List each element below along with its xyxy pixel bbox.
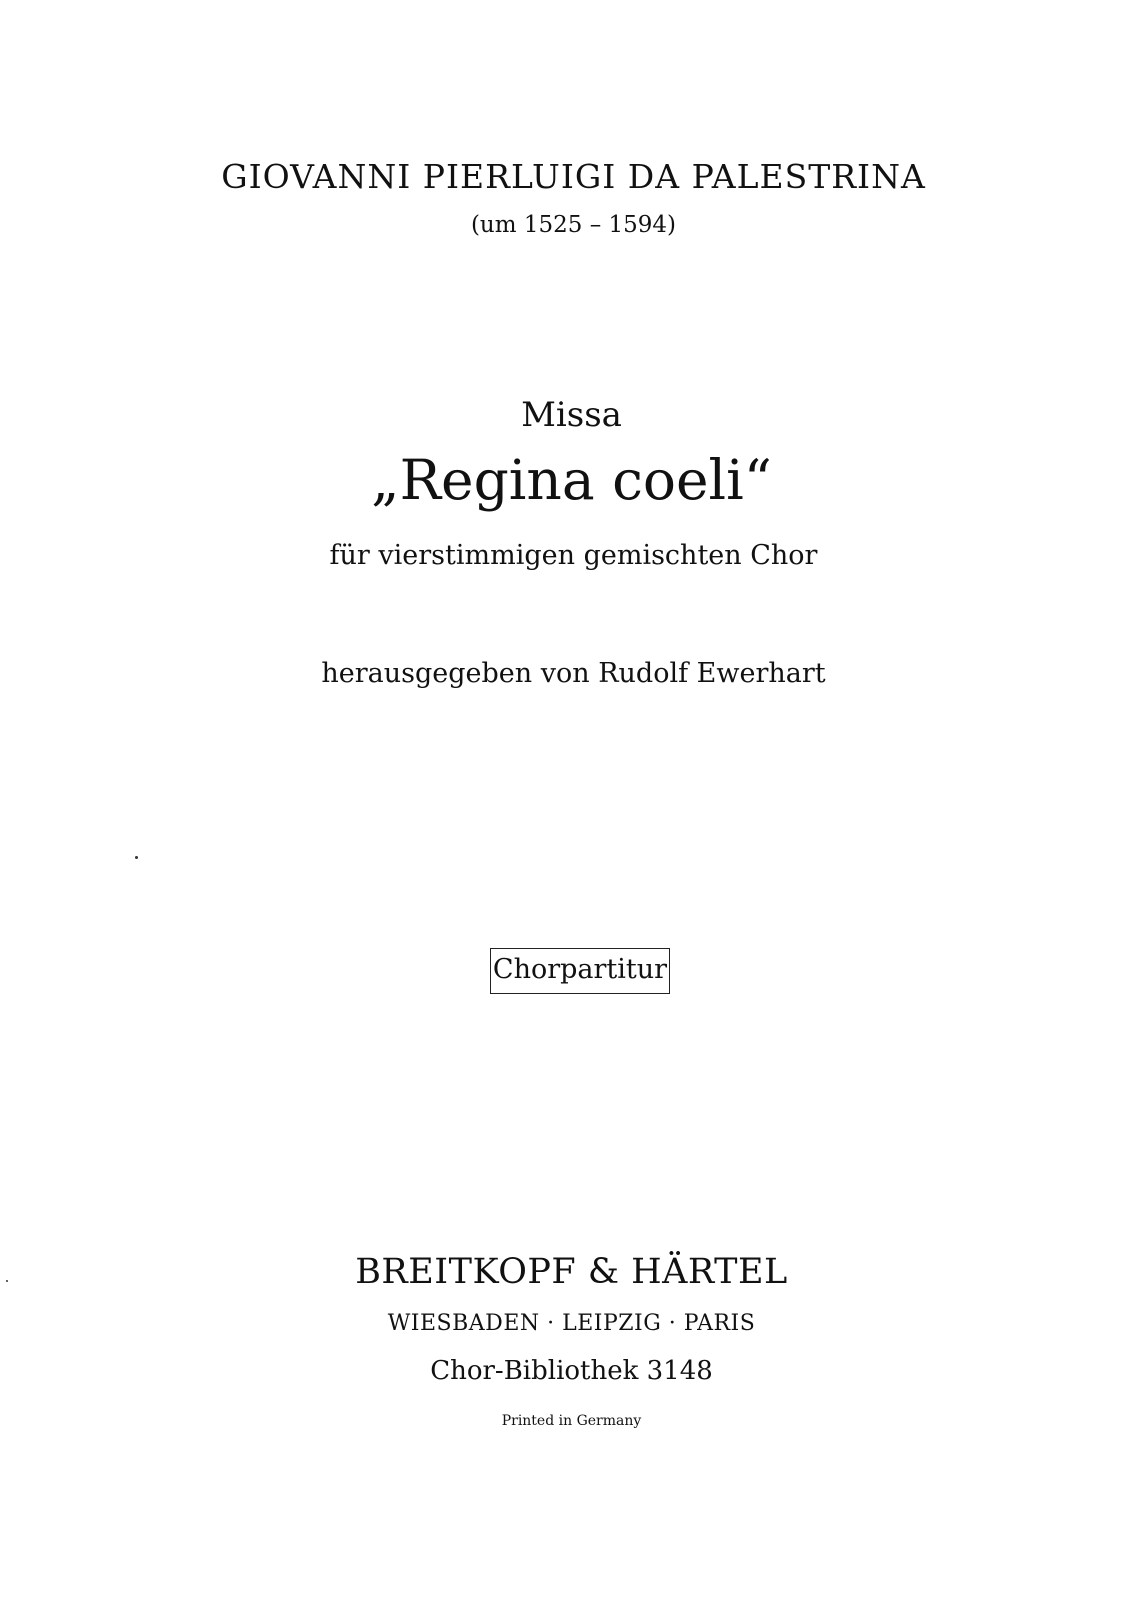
scan-speck [135,856,138,859]
printed-notice: Printed in Germany [501,1413,642,1429]
publisher-name: BREITKOPF & HÄRTEL [355,1252,788,1292]
work-scoring: für vierstimmigen gemischten Chor [329,540,818,571]
edition-type-box: Chorpartitur [490,948,670,994]
work-genre: Missa [521,395,622,435]
catalog-number: Chor-Bibliothek 3148 [430,1356,713,1386]
publisher-cities: WIESBADEN · LEIPZIG · PARIS [387,1311,756,1336]
editor-credit: herausgegeben von Rudolf Ewerhart [321,658,826,689]
composer-name: GIOVANNI PIERLUIGI DA PALESTRINA [221,157,926,196]
work-title: „Regina coeli“ [371,448,772,512]
composer-dates: (um 1525 – 1594) [470,212,677,238]
scan-speck [6,1280,8,1282]
